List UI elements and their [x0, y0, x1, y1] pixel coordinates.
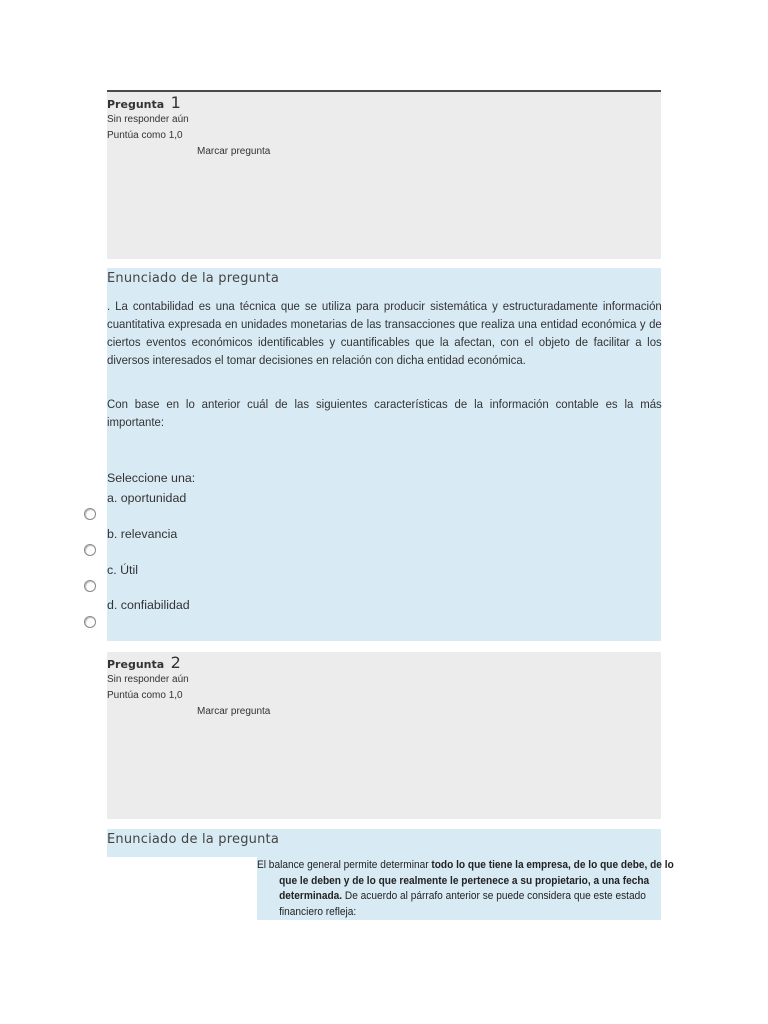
flag-question-link[interactable]: Marcar pregunta — [197, 706, 271, 717]
question-text-part: El balance general permite determinar — [257, 859, 432, 871]
question-title — [107, 653, 181, 673]
question-heading: Enunciado de la pregunta — [107, 832, 279, 847]
question-2-info — [107, 652, 661, 819]
question-paragraph-2: Con base en lo anterior cuál de las siguientes características de la información contable es la más importante: — [107, 397, 662, 429]
question-label: Pregunta — [107, 658, 165, 671]
question-score: Puntúa como 1,0 — [107, 130, 183, 141]
option-radio-cell — [83, 489, 107, 525]
option-radio-cell — [83, 597, 107, 633]
question-2-text-block — [257, 857, 674, 920]
option-radio-cell — [83, 561, 107, 597]
question-text-bold: todo lo que tiene la empresa, de lo que debe, de lo que le deben y de lo que realmente le pertenece a su propietario, a una fecha determinada. — [279, 859, 674, 902]
option-radio-cell — [83, 525, 107, 561]
question-label: Pregunta — [107, 98, 165, 111]
question-title — [107, 93, 181, 113]
question-number: 2 — [170, 653, 181, 672]
option-a-label[interactable]: a. oportunidad — [107, 491, 187, 505]
option-c-radio[interactable] — [84, 580, 96, 592]
flag-question-link[interactable]: Marcar pregunta — [197, 146, 271, 157]
question-2-heading-bar — [107, 829, 661, 857]
option-b-radio[interactable] — [84, 544, 96, 556]
question-text-part: De acuerdo al párrafo anterior se puede considera que este estado financiero refleja: — [279, 890, 646, 918]
option-b-label[interactable]: b. relevancia — [107, 527, 178, 541]
question-2-text — [257, 858, 675, 920]
question-score: Puntúa como 1,0 — [107, 690, 183, 701]
question-status: Sin responder aún — [107, 674, 189, 685]
option-c-label[interactable]: c. Útil — [107, 563, 138, 577]
question-1-content — [107, 268, 661, 641]
option-a-radio[interactable] — [84, 508, 96, 520]
question-heading: Enunciado de la pregunta — [107, 271, 279, 286]
select-prompt: Seleccione una: — [107, 471, 196, 485]
question-paragraph-1: . La contabilidad es una técnica que se utiliza para producir sistemática y estructuradamente información cuantitativa expresada en unidades monetarias de las transacciones que realiza una entidad económica y de ciertos eventos económicos identificables y cuantificables que la afectan, con el objeto de facilitar a los diversos interesados el tomar decisiones en relación con dicha entidad económica. — [107, 299, 662, 367]
question-status: Sin responder aún — [107, 114, 189, 125]
option-d-radio[interactable] — [84, 616, 96, 628]
question-1-info — [107, 90, 661, 259]
question-number: 1 — [170, 93, 181, 112]
option-d-label[interactable]: d. confiabilidad — [107, 598, 190, 612]
